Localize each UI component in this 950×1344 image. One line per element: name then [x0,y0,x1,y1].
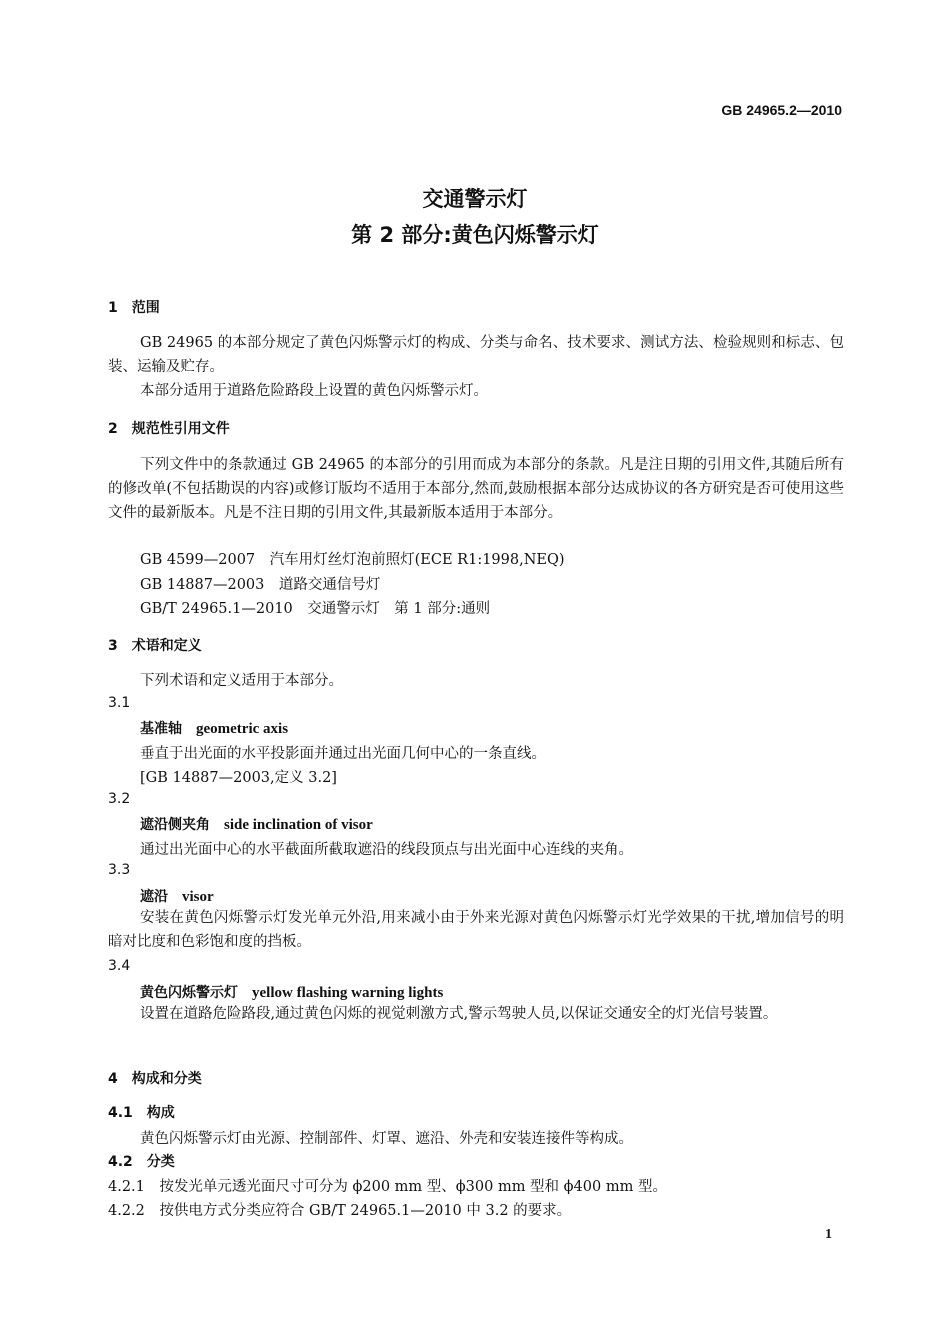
term-definition: 垂直于出光面的水平投影面并通过出光面几何中心的一条直线。 [140,746,546,762]
term-en: side inclination of visor [224,817,373,833]
term-cn: 基准轴 [140,721,182,737]
term-en: geometric axis [196,721,289,737]
section-1-para-1: GB 24965 的本部分规定了黄色闪烁警示灯的构成、分类与命名、技术要求、测试方法、检验规则和标志、包装、运输及贮存。 [108,335,844,375]
clause-4-2-2: 4.2.2 按供电方式分类应符合 GB/T 24965.1—2010 中 3.2 的要求。 [108,1203,572,1219]
term-cn: 遮沿 [140,889,168,905]
term-en: visor [182,889,214,905]
subsection-4-1-text: 黄色闪烁警示灯由光源、控制部件、灯罩、遮沿、外壳和安装连接件等构成。 [140,1131,633,1147]
section-2-para-1: 下列文件中的条款通过 GB 24965 的本部分的引用而成为本部分的条款。凡是注日期的引用文件,其随后所有的修改单(不包括勘误的内容)或修订版均不适用于本部分,然而,鼓励根据本部分达成协议的各方研究是否可使用这些文件的最新版本。凡是不注日期的引用文件,其最新版本适用于本部分。 [108,457,844,521]
section-2-heading: 2 规范性引用文件 [108,421,230,437]
section-1-para-2: 本部分适用于道路危险路段上设置的黄色闪烁警示灯。 [140,383,488,399]
term-title [140,814,373,834]
page-number: 1 [825,1227,832,1242]
doc-title: 交通警示灯 [422,187,528,211]
reference-item: GB 14887—2003 道路交通信号灯 [140,577,381,593]
reference-item: GB/T 24965.1—2010 交通警示灯 第 1 部分:通则 [140,601,491,617]
subsection-4-2-heading: 4.2 分类 [108,1154,175,1170]
term-number: 3.4 [108,958,131,974]
clause-4-2-1: 4.2.1 按发光单元透光面尺寸可分为 ϕ200 mm 型、ϕ300 mm 型和 ϕ400 mm 型。 [108,1179,667,1195]
reference-item: GB 4599—2007 汽车用灯丝灯泡前照灯(ECE R1:1998,NEQ) [140,552,565,568]
section-3-intro: 下列术语和定义适用于本部分。 [140,673,343,689]
term-cn: 黄色闪烁警示灯 [140,985,238,1001]
term-en: yellow flashing warning lights [252,985,444,1001]
term-definition: 设置在道路危险路段,通过黄色闪烁的视觉刺激方式,警示驾驶人员,以保证交通安全的灯光信号装置。 [140,1006,778,1022]
subsection-4-1-heading: 4.1 构成 [108,1105,175,1121]
term-definition: 安装在黄色闪烁警示灯发光单元外沿,用来减小由于外来光源对黄色闪烁警示灯光学效果的干扰,增加信号的明暗对比度和色彩饱和度的挡板。 [108,910,844,950]
term-number: 3.2 [108,791,131,807]
doc-subtitle: 第 2 部分:黄色闪烁警示灯 [351,223,599,247]
term-number: 3.3 [108,862,131,878]
term-note: [GB 14887—2003,定义 3.2] [140,770,337,786]
term-title [140,718,288,738]
term-title [140,982,443,1002]
section-4-heading: 4 构成和分类 [108,1071,202,1087]
term-cn: 遮沿侧夹角 [140,817,210,833]
term-title [140,886,214,906]
term-number: 3.1 [108,695,131,711]
section-3-heading: 3 术语和定义 [108,638,202,654]
section-1-heading: 1 范围 [108,300,160,316]
standard-code: GB 24965.2—2010 [721,102,842,118]
term-definition: 通过出光面中心的水平截面所截取遮沿的线段顶点与出光面中心连线的夹角。 [140,842,633,858]
